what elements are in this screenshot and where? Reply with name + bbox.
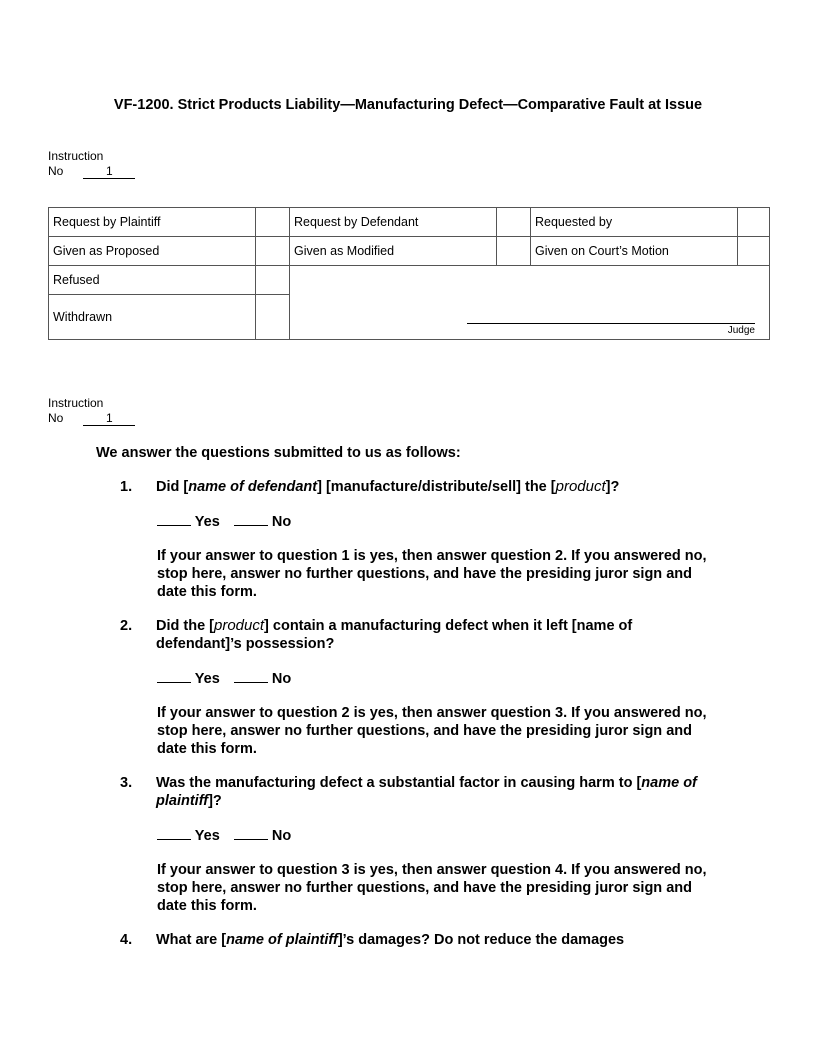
placeholder-product: product [214, 617, 265, 634]
no-label: No [271, 828, 292, 844]
judge-signature-area[interactable] [290, 266, 770, 340]
question-1: 1. Did [name of defendant] [manufacture/distribute/sell] the [product]? [120, 478, 620, 495]
page-title: VF-1200. Strict Products Liability—Manufacturing Defect—Comparative Fault at Issue [113, 97, 703, 113]
question-4: 4. What are [name of plaintiff]’s damages? Do not reduce the damages [120, 932, 625, 948]
verdict-intro: We answer the questions submitted to us as follows: [96, 445, 461, 461]
withdrawn-box[interactable] [256, 295, 290, 340]
question-2-instruction: If your answer to question 2 is yes, then answer question 3. If you answered no, stop here, answer no further questions, and have the presiding juror sign and date this form. [157, 705, 707, 757]
instruction-no-value: 1 [83, 165, 135, 179]
no-label: No [271, 671, 292, 687]
judge-label: Judge [727, 325, 755, 336]
request-by-plaintiff-box[interactable] [256, 208, 290, 237]
question-number: 1. [120, 479, 133, 495]
requested-by-box[interactable] [738, 208, 770, 237]
instruction-label: Instruction [48, 396, 104, 410]
no-label: No [271, 514, 292, 530]
question-1-instruction: If your answer to question 1 is yes, then answer question 2. If you answered no, stop here, answer no further questions, and have the presiding juror sign and date this form. [157, 548, 707, 600]
instruction-number-block-2 [48, 396, 135, 426]
answer-options-q2 [96, 669, 716, 688]
yes-blank[interactable] [157, 826, 191, 840]
placeholder-name-of-plaintiff: name of plaintiff [226, 932, 338, 948]
no-blank[interactable] [234, 669, 268, 683]
yes-label: Yes [194, 671, 220, 687]
instruction-no-value: 1 [83, 412, 135, 426]
instruction-no-label: No [48, 411, 64, 425]
question-number: 2. [120, 618, 133, 634]
given-on-courts-motion-label: Given on Court’s Motion [531, 237, 738, 266]
yes-blank[interactable] [157, 512, 191, 526]
request-by-defendant-box[interactable] [497, 208, 531, 237]
yes-blank[interactable] [157, 669, 191, 683]
given-as-proposed-label: Given as Proposed [49, 237, 256, 266]
withdrawn-label: Withdrawn [49, 295, 256, 340]
instruction-number-block [48, 149, 135, 179]
refused-box[interactable] [256, 266, 290, 295]
placeholder-product: product [555, 478, 606, 495]
question-number: 4. [120, 932, 133, 948]
request-by-defendant-label: Request by Defendant [290, 208, 497, 237]
given-as-proposed-box[interactable] [256, 237, 290, 266]
question-3-instruction: If your answer to question 3 is yes, then answer question 4. If you answered no, stop here, answer no further questions, and have the presiding juror sign and date this form. [157, 862, 707, 914]
question-3: 3. Was the manufacturing defect a substantial factor in causing harm to [name of plaintiff]? [120, 775, 697, 809]
given-as-modified-label: Given as Modified [290, 237, 497, 266]
no-blank[interactable] [234, 826, 268, 840]
placeholder-name-of-defendant: name of defendant [188, 479, 318, 495]
judge-signature-line [467, 323, 755, 324]
request-disposition-table [48, 207, 770, 340]
request-by-plaintiff-label: Request by Plaintiff [49, 208, 256, 237]
placeholder-name-of-plaintiff: name of plaintiff [156, 775, 697, 809]
instruction-label: Instruction [48, 149, 104, 163]
requested-by-label: Requested by [531, 208, 738, 237]
yes-label: Yes [194, 828, 220, 844]
answer-options-q1 [96, 512, 716, 531]
question-2: 2. Did the [product] contain a manufacturing defect when it left [name of defendant]’s possession? [120, 617, 633, 652]
instruction-no-label: No [48, 164, 64, 178]
yes-label: Yes [194, 514, 220, 530]
refused-label: Refused [49, 266, 256, 295]
given-as-modified-box[interactable] [497, 237, 531, 266]
given-on-courts-motion-box[interactable] [738, 237, 770, 266]
no-blank[interactable] [234, 512, 268, 526]
question-number: 3. [120, 775, 133, 791]
verdict-form-body [96, 444, 716, 965]
answer-options-q3 [96, 826, 716, 845]
